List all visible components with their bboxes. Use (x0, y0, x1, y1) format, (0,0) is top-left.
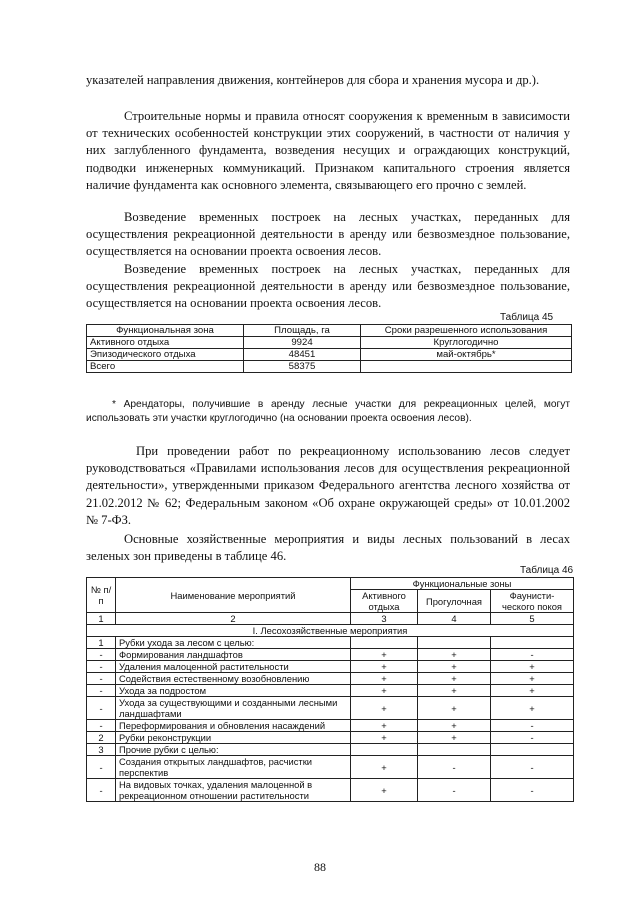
table46-cell: + (418, 661, 491, 673)
table45-caption: Таблица 45 (500, 312, 554, 323)
table-45 (86, 324, 572, 373)
table-row (87, 697, 574, 720)
table46-cell: + (351, 673, 418, 685)
table46-cell: + (418, 673, 491, 685)
table46-cell: + (418, 697, 491, 720)
table45-cell: 9924 (244, 337, 361, 349)
table46-cell: Удаления малоценной растительности (116, 661, 351, 673)
table46-cell: + (351, 697, 418, 720)
table46-cell: Переформирования и обновления насаждений (116, 720, 351, 732)
table-row (87, 756, 574, 779)
table46-cell (418, 637, 491, 649)
table-row (87, 673, 574, 685)
table46-colnum: 2 (116, 613, 351, 625)
table-46 (86, 577, 574, 802)
table45-header-zone: Функциональная зона (87, 325, 244, 337)
table46-cell: + (351, 732, 418, 744)
table46-cell: - (491, 649, 574, 661)
table45-cell: 58375 (244, 361, 361, 373)
table46-cell: Ухода за существующими и созданными лесными ландшафтами (116, 697, 351, 720)
table46-cell: 2 (87, 732, 116, 744)
table46-header-zone3: Фаунисти-ческого покоя (491, 590, 574, 613)
table45-cell: Активного отдыха (87, 337, 244, 349)
table46-cell: Создания открытых ландшафтов, расчистки перспектив (116, 756, 351, 779)
table46-header-name: Наименование мероприятий (116, 578, 351, 613)
table46-cell: + (491, 685, 574, 697)
table46-colnum: 1 (87, 613, 116, 625)
table46-cell: - (418, 779, 491, 802)
table46-cell (351, 744, 418, 756)
table45-header-period: Сроки разрешенного использования (361, 325, 572, 337)
table46-cell: - (87, 756, 116, 779)
table-row (87, 685, 574, 697)
table46-cell: На видовых точках, удаления малоценной в рекреационном отношении растительности (116, 779, 351, 802)
table46-cell: + (491, 661, 574, 673)
table46-header-zones: Функциональные зоны (351, 578, 574, 590)
table46-colnum-row (87, 613, 574, 625)
table46-cell: + (418, 720, 491, 732)
table45-cell: 48451 (244, 349, 361, 361)
table46-cell (351, 637, 418, 649)
table45-cell: Круглогодично (361, 337, 572, 349)
table46-cell: Рубки ухода за лесом с целью: (116, 637, 351, 649)
table46-colnum: 5 (491, 613, 574, 625)
table46-cell (491, 637, 574, 649)
table46-cell: - (418, 756, 491, 779)
table46-cell: + (351, 756, 418, 779)
table46-cell (418, 744, 491, 756)
table-row (87, 637, 574, 649)
paragraph-4: Возведение временных построек на лесных участках, переданных для осуществления рекреационной деятельности в аренду или безвозмездное пользование, осуществляется на основании проекта освоения лесов. (86, 262, 570, 311)
table46-cell: Прочие рубки с целью: (116, 744, 351, 756)
table46-header-zone1: Активного отдыха (351, 590, 418, 613)
table45-cell: май-октябрь* (361, 349, 572, 361)
table46-cell: - (87, 720, 116, 732)
table46-header-num: № п/п (87, 578, 116, 613)
table46-cell: - (87, 685, 116, 697)
table46-cell: Формирования ландшафтов (116, 649, 351, 661)
paragraph-1: указателей направления движения, контейнеров для сбора и хранения мусора и др.). (86, 73, 540, 87)
footnote: * Арендаторы, получившие в аренду лесные участки для рекреационных целей, могут использовать эти участки круглогодично (на основании проекта освоения лесов). (86, 399, 570, 424)
table46-section-title: I. Лесохозяйственные мероприятия (87, 625, 574, 637)
table46-cell: + (351, 685, 418, 697)
table46-cell (491, 744, 574, 756)
table46-cell: + (418, 685, 491, 697)
table46-cell: Содействия естественному возобновлению (116, 673, 351, 685)
table46-cell: Ухода за подростом (116, 685, 351, 697)
paragraph-3: Возведение временных построек на лесных участках, переданных для осуществления рекреационной деятельности в аренду или безвозмездное пользование, осуществляется на основании проекта освоения лесов. (86, 210, 570, 259)
table-row (87, 732, 574, 744)
table45-cell: Всего (87, 361, 244, 373)
table46-cell: + (418, 649, 491, 661)
table46-colnum: 3 (351, 613, 418, 625)
table46-cell: 3 (87, 744, 116, 756)
table46-header-row (87, 578, 574, 590)
page-number: 88 (314, 860, 326, 874)
table46-caption: Таблица 46 (520, 565, 574, 576)
table-row (87, 349, 572, 361)
table46-colnum: 4 (418, 613, 491, 625)
table46-cell: - (87, 649, 116, 661)
table-row (87, 720, 574, 732)
paragraph-2: Строительные нормы и правила относят сооружения к временным в зависимости от технических особенностей конструкции этих сооружений, в частности от наличия у них заглубленного фундамента, возведения несущих и ограждающих конструкций, подводки инженерных коммуникаций. Признаком капитального строения является наличие фундамента как основного элемента, связывающего его прочно с землей. (86, 109, 570, 192)
table46-cell: + (491, 673, 574, 685)
table46-cell: + (418, 732, 491, 744)
table46-cell: - (491, 779, 574, 802)
table46-section-row (87, 625, 574, 637)
table46-cell: 1 (87, 637, 116, 649)
table46-cell: + (491, 697, 574, 720)
table46-cell: + (351, 779, 418, 802)
paragraph-6: Основные хозяйственные мероприятия и виды лесных пользований в лесах зеленых зон приведены в таблице 46. (86, 532, 570, 564)
table-row (87, 744, 574, 756)
table45-header-area: Площадь, га (244, 325, 361, 337)
table46-cell: + (351, 661, 418, 673)
table-row (87, 337, 572, 349)
table45-cell (361, 361, 572, 373)
table46-cell: - (491, 732, 574, 744)
table46-cell: + (351, 649, 418, 661)
table-row (87, 361, 572, 373)
table45-header-row (87, 325, 572, 337)
table-row (87, 661, 574, 673)
table-row (87, 779, 574, 802)
table46-header-zone2: Прогулочная (418, 590, 491, 613)
table46-cell: - (491, 720, 574, 732)
paragraph-5: При проведении работ по рекреационному использованию лесов следует руководствоваться «Правилами использования лесов для осуществления рекреационной деятельности», утвержденными приказом Федерального агентства лесного хозяйства от 21.02.2012 № 62; Федеральным законом «Об охране окружающей среды» от 10.01.2002 № 7-ФЗ. (86, 444, 570, 527)
table46-cell: Рубки реконструкции (116, 732, 351, 744)
table46-cell: - (87, 661, 116, 673)
table46-cell: - (87, 673, 116, 685)
table46-cell: - (87, 697, 116, 720)
table46-cell: - (491, 756, 574, 779)
table46-cell: - (87, 779, 116, 802)
table-row (87, 649, 574, 661)
table46-cell: + (351, 720, 418, 732)
table45-cell: Эпизодического отдыха (87, 349, 244, 361)
